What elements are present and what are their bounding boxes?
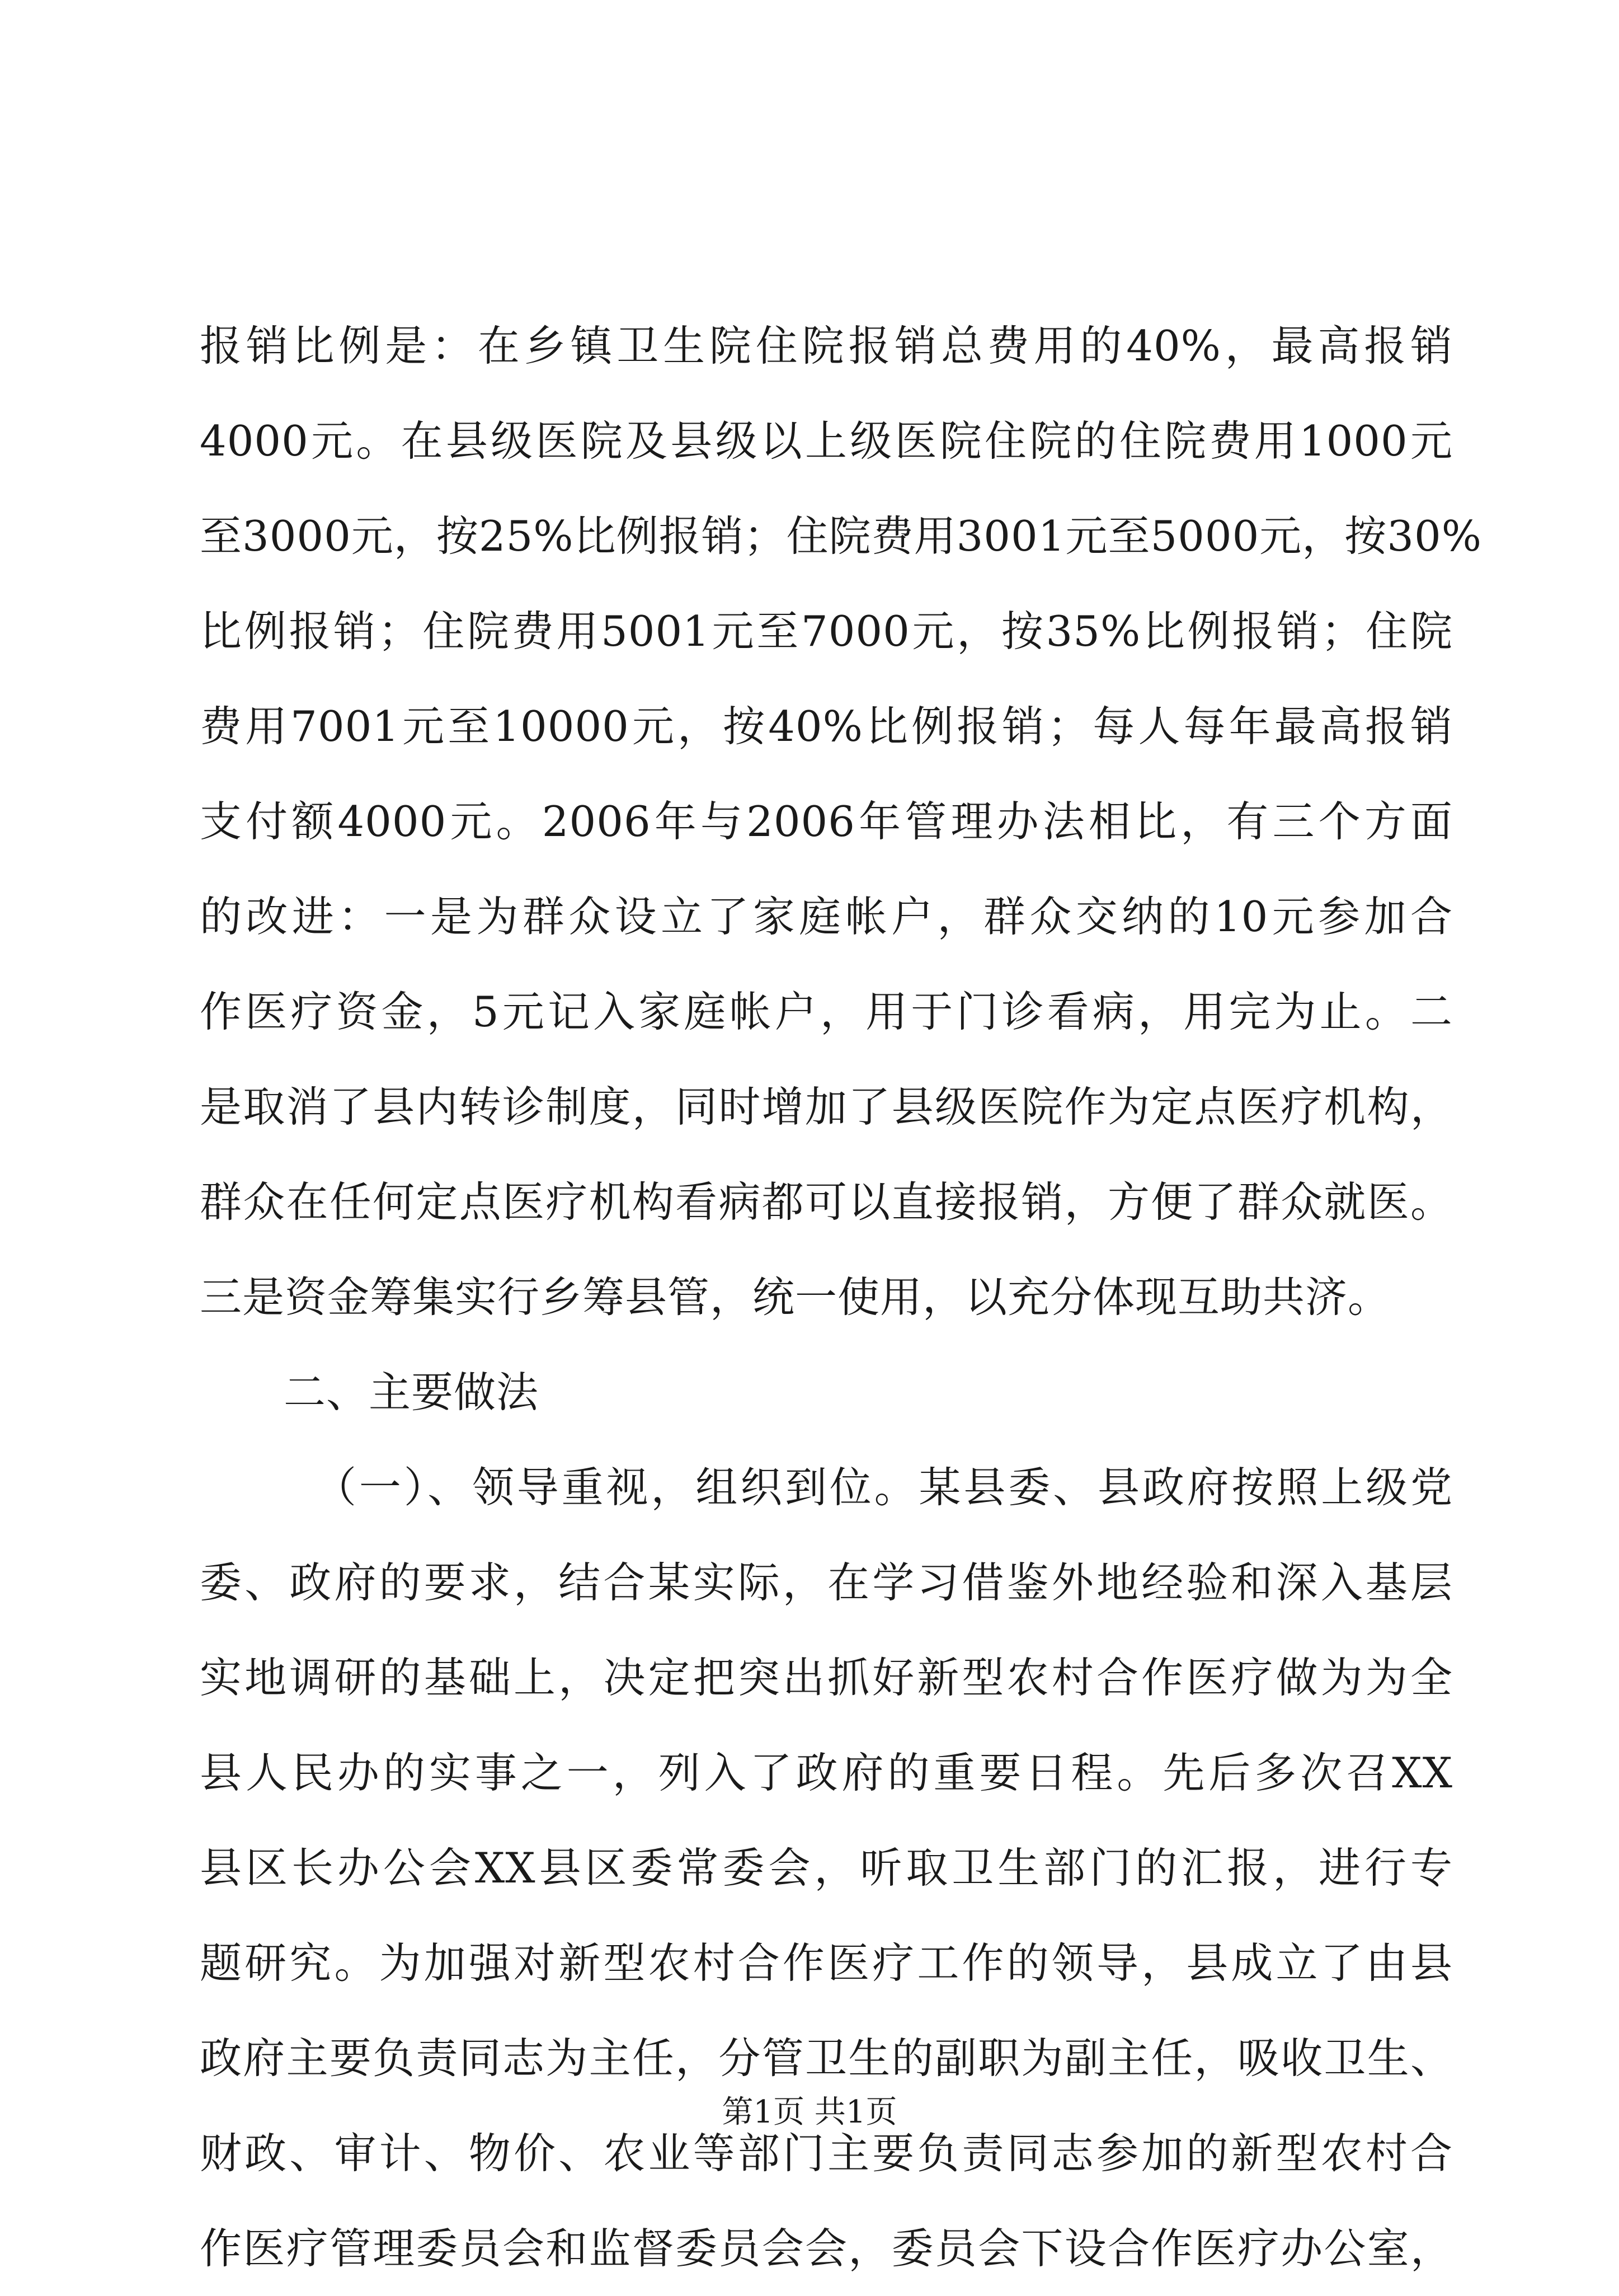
text-line: 实地调研的基础上，决定把突出抓好新型农村合作医疗做为为全 <box>200 1653 1453 1702</box>
text-line: 群众在任何定点医疗机构看病都可以直接报销，方便了群众就医。 <box>200 1177 1453 1227</box>
page-footer: 第1页 共1页 <box>722 2094 897 2130</box>
document-body <box>200 298 1482 2296</box>
text-line: 财政、审计、物价、农业等部门主要负责同志参加的新型农村合 <box>200 2129 1453 2178</box>
section-heading: 二、主要做法 <box>284 1368 539 1417</box>
text-line: 题研究。为加强对新型农村合作医疗工作的领导，县成立了由县 <box>200 1938 1453 1988</box>
text-line: 比例报销；住院费用5001元至7000元，按35%比例报销；住院 <box>200 607 1453 656</box>
text-line: 政府主要负责同志为主任，分管卫生的副职为副主任，吸收卫生、 <box>200 2034 1453 2083</box>
text-line: 支付额4000元。2006年与2006年管理办法相比，有三个方面 <box>200 797 1453 846</box>
text-line: 4000元。在县级医院及县级以上级医院住院的住院费用1000元 <box>200 416 1453 466</box>
text-line: 县区长办公会XX县区委常委会，听取卫生部门的汇报，进行专 <box>200 1843 1453 1893</box>
text-line: 作医疗资金，5元记入家庭帐户，用于门诊看病，用完为止。二 <box>200 987 1453 1036</box>
text-line: 费用7001元至10000元，按40%比例报销；每人每年最高报销 <box>200 702 1453 751</box>
text-line: （一）、领导重视，组织到位。某县委、县政府按照上级党 <box>314 1463 1453 1512</box>
text-line: 委、政府的要求，结合某实际，在学习借鉴外地经验和深入基层 <box>200 1558 1453 1607</box>
text-line: 是取消了县内转诊制度，同时增加了县级医院作为定点医疗机构， <box>200 1082 1453 1131</box>
text-line: 县人民办的实事之一，列入了政府的重要日程。先后多次召XX <box>200 1748 1453 1797</box>
text-line: 作医疗管理委员会和监督委员会会，委员会下设合作医疗办公室， <box>200 2224 1453 2273</box>
text-line: 至3000元，按25%比例报销；住院费用3001元至5000元，按30% <box>200 511 1482 561</box>
text-line: 的改进：一是为群众设立了家庭帐户，群众交纳的10元参加合 <box>200 892 1453 941</box>
text-line: 三是资金筹集实行乡筹县管，统一使用，以充分体现互助共济。 <box>200 1273 1391 1322</box>
text-line: 报销比例是：在乡镇卫生院住院报销总费用的40%，最高报销 <box>200 321 1453 370</box>
